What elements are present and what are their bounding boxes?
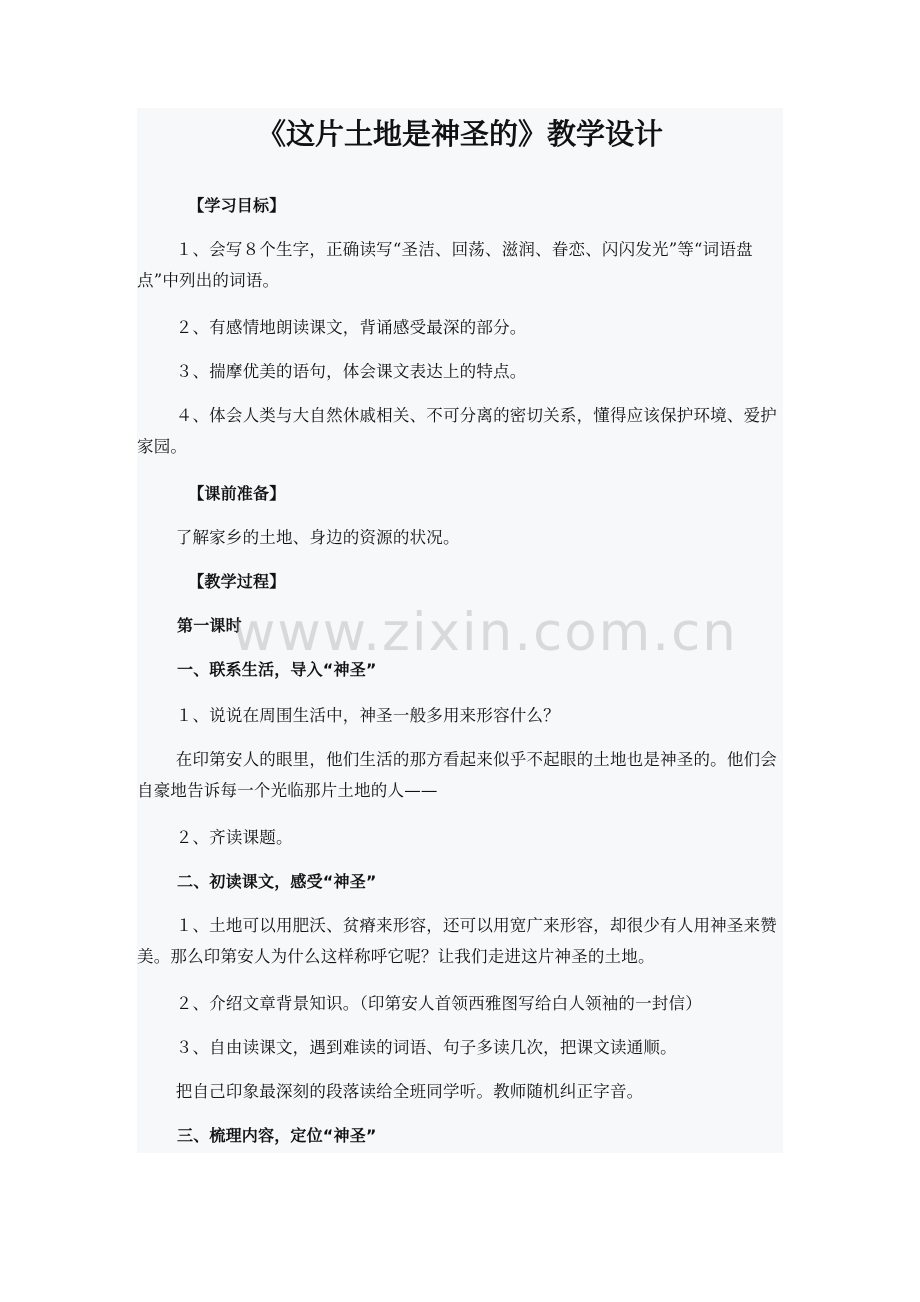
- goal-item-2: ２、有感情地朗读课文，背诵感受最深的部分。: [175, 318, 527, 337]
- lesson-label: 第一课时: [177, 616, 242, 635]
- goals-heading: 【学习目标】: [188, 196, 286, 215]
- section-3-heading: 三、梳理内容，定位“神圣”: [177, 1126, 377, 1145]
- section-2-heading: 二、初读课文，感受“神圣”: [177, 872, 377, 891]
- prep-text: 了解家乡的土地、身边的资源的状况。: [175, 528, 460, 547]
- section-1-paragraph-2: 在印第安人的眼里，他们生活的那方看起来似乎不起眼的土地也是神圣的。他们会自豪地告诉每一个光临那片土地的人——: [137, 750, 777, 800]
- prep-heading: 【课前准备】: [188, 484, 286, 503]
- goal-item-3: ３、揣摩优美的语句，体会课文表达上的特点。: [175, 362, 527, 381]
- section-1-paragraph-3: ２、齐读课题。: [175, 828, 293, 847]
- section-2-paragraph-1: １、土地可以用肥沃、贫瘠来形容，还可以用宽广来形容，却很少有人用神圣来赞美。那么印第安人为什么这样称呼它呢？让我们走进这片神圣的土地。: [137, 916, 777, 966]
- goal-item-1: １、会写８个生字，正确读写“圣洁、回荡、滋润、眷恋、闪闪发光”等“词语盘点”中列出的词语。: [137, 240, 753, 290]
- section-2-paragraph-2: ２、介绍文章背景知识。（印第安人首领西雅图写给白人领袖的一封信）: [175, 994, 702, 1013]
- document-title: 《这片土地是神圣的》教学设计: [256, 117, 663, 151]
- section-1-heading: 一、联系生活，导入“神圣”: [177, 660, 377, 679]
- process-heading: 【教学过程】: [188, 572, 286, 591]
- section-2-paragraph-3: ３、自由读课文，遇到难读的词语、句子多读几次，把课文读通顺。: [175, 1038, 677, 1057]
- watermark: www.zixin.com.cn: [232, 602, 738, 663]
- section-2-paragraph-4: 把自己印象最深刻的段落读给全班同学听。教师随机纠正字音。: [175, 1082, 644, 1101]
- section-1-paragraph-1: １、说说在周围生活中，神圣一般多用来形容什么？: [175, 706, 560, 725]
- goal-item-4: ４、体会人类与大自然休戚相关、不可分离的密切关系，懂得应该保护环境、爱护家园。: [137, 406, 777, 456]
